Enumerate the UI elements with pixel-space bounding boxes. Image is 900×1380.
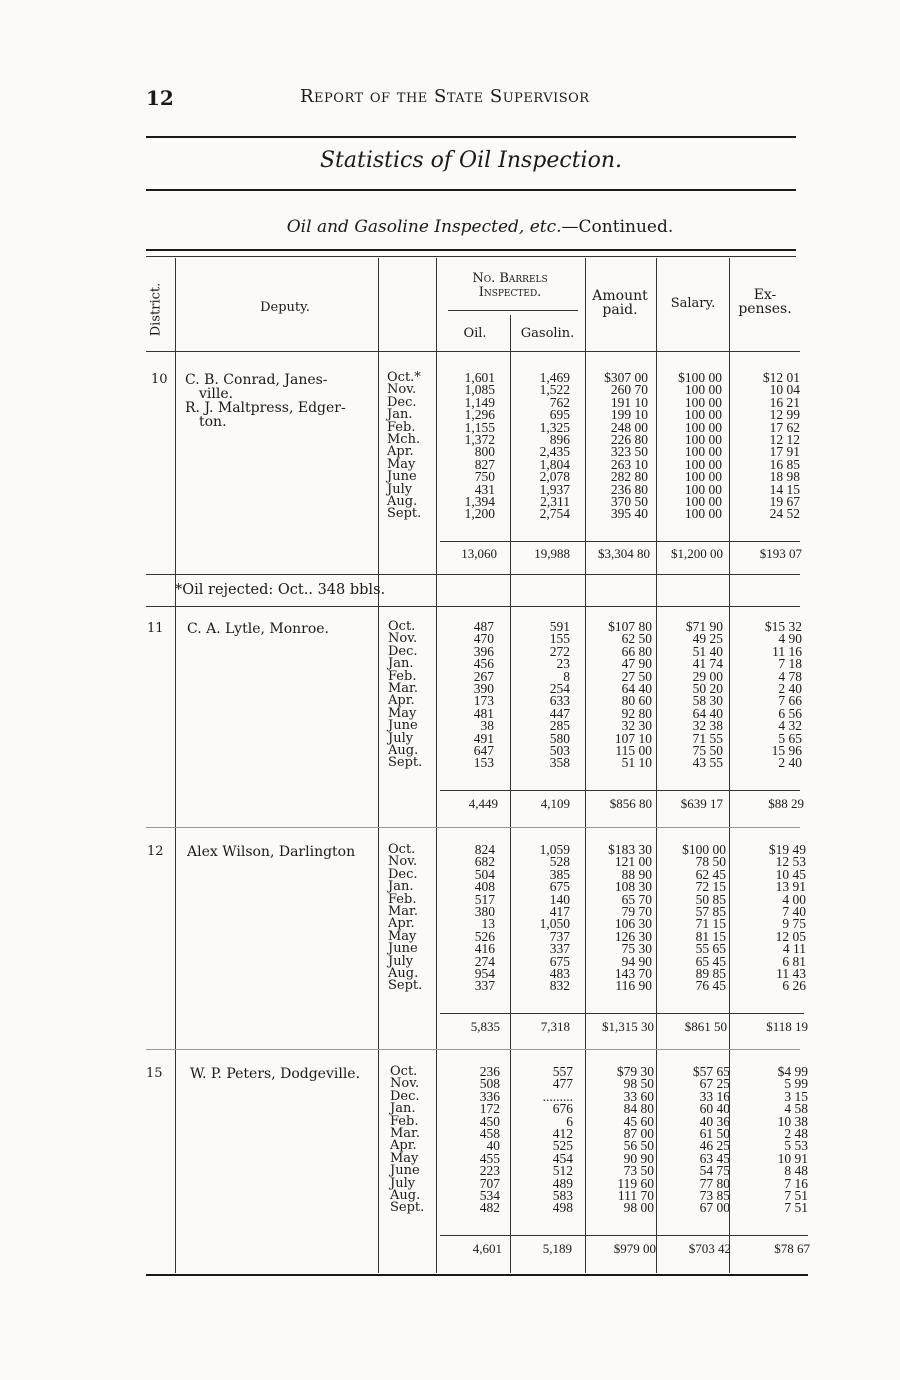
total-gasoline: 7,318: [540, 1019, 570, 1034]
month-column: Oct.* Nov. Dec. Jan. Feb. Mch. Apr. May June July Aug. Sept.: [387, 370, 422, 522]
amount-header: Amount paid.: [592, 288, 648, 318]
deputy-line: ville.: [199, 386, 234, 402]
total-oil: 4,601: [472, 1241, 502, 1256]
amount-column: $183 30 121 00 88 90 108 30 65 70 79 70 106 30 126 30 75 30 94 90 143 70 116 90: [608, 842, 652, 994]
deputy-name: [187, 845, 382, 859]
table-top-rule-2: [146, 256, 796, 257]
district-header: District.: [148, 282, 164, 337]
deputy-line: C. A. Lytle, Monroe.: [187, 621, 330, 637]
barrels-underline: [448, 310, 578, 311]
totals-rule: [440, 1013, 804, 1014]
table-top-rule: [146, 249, 796, 251]
salary-column: $71 90 49 25 51 40 41 74 29 00 50 20 58 30 64 40 32 38 71 55 75 50 43 55: [685, 619, 723, 771]
total-oil: 5,835: [470, 1019, 500, 1034]
expenses-column: $19 49 12 53 10 45 13 91 4 00 7 40 9 75 12 05 4 11 6 81 11 43 6 26: [768, 842, 806, 994]
expenses-header: Ex- penses.: [738, 287, 792, 317]
district-number: 12: [147, 844, 164, 859]
expenses-column: $4 99 5 99 3 15 4 58 10 38 2 48 5 53 10 91 8 48 7 16 7 51 7 51: [777, 1064, 808, 1216]
total-oil: 13,060: [461, 546, 497, 561]
amount-column: $79 30 98 50 33 60 84 80 45 60 87 00 56 50 90 90 73 50 119 60 111 70 98 00: [616, 1064, 654, 1216]
deputy-name: [187, 622, 377, 636]
month-column: Oct. Nov. Dec. Jan. Feb. Mar. Apr. May June July Aug. Sept.: [388, 842, 423, 994]
title-rule: [146, 189, 796, 191]
month-column: Oct. Nov. Dec. Jan. Feb. Mar. Apr. May June July Aug. Sept.: [390, 1064, 425, 1216]
footnote: *Oil rejected: Oct.. 348 bbls.: [175, 582, 386, 598]
total-expenses: $193 07: [759, 546, 802, 561]
deputy-name: [185, 373, 380, 429]
totals-rule: [440, 541, 800, 542]
month-column: Oct. Nov. Dec. Jan. Feb. Mar. Apr. May June July Aug. Sept.: [388, 619, 423, 771]
district-number: 11: [147, 621, 164, 636]
oil-column: 487 470 396 456 267 390 173 481 38 491 647 153: [473, 619, 494, 771]
col-rule-gasoline: [585, 258, 586, 1273]
deputy-line: R. J. Maltpress, Edger-: [185, 400, 346, 416]
deputy-line: Alex Wilson, Darlington: [187, 844, 356, 860]
deputy-line: C. B. Conrad, Janes-: [185, 372, 328, 388]
salary-column: $57 65 67 25 33 16 60 40 40 36 61 50 46 25 63 45 54 75 77 80 73 85 67 00: [692, 1064, 730, 1216]
col-rule-months: [436, 258, 437, 1273]
amount-column: $107 80 62 50 66 80 47 90 27 50 64 40 80 60 92 80 32 30 107 10 115 00 51 10: [608, 619, 652, 771]
gasoline-header: Gasolin.: [520, 326, 575, 341]
total-expenses: $78 67: [774, 1241, 810, 1256]
total-amount: $979 00: [613, 1241, 656, 1256]
gasoline-column: 1,059 528 385 675 140 417 1,050 737 337 675 483 832: [539, 842, 570, 994]
total-amount: $3,304 80: [598, 546, 650, 561]
total-amount: $856 80: [609, 796, 652, 811]
total-oil: 4,449: [468, 796, 498, 811]
subtitle-italic: Oil and Gasoline Inspected, etc.: [286, 217, 562, 237]
oil-column: 236 508 336 172 450 458 40 455 223 707 534 482: [479, 1064, 500, 1216]
total-expenses: $118 19: [766, 1019, 808, 1034]
header-bottom-rule: [146, 351, 800, 352]
section-rule-2: [146, 827, 800, 828]
section-rule-1: [146, 574, 800, 575]
col-rule-oil: [510, 315, 511, 1273]
district-number: 10: [151, 372, 168, 387]
total-gasoline: 4,109: [540, 796, 570, 811]
subtitle-plain: —Continued.: [561, 217, 674, 237]
oil-column: 824 682 504 408 517 380 13 526 416 274 954 337: [474, 842, 495, 994]
total-gasoline: 19,988: [534, 546, 570, 561]
col-rule-district: [175, 258, 176, 1273]
salary-column: $100 00 78 50 62 45 72 15 50 85 57 85 71 15 81 15 55 65 65 45 89 85 76 45: [682, 842, 726, 994]
deputy-header: Deputy.: [260, 300, 310, 315]
table-subtitle: [0, 217, 900, 237]
salary-header: Salary.: [670, 296, 716, 311]
section-rule-3: [146, 1049, 800, 1050]
col-rule-amount: [656, 258, 657, 1273]
totals-rule: [440, 1235, 808, 1236]
district-number: 15: [146, 1066, 163, 1081]
table-bottom-rule: [146, 1274, 808, 1276]
barrels-header: No. Barrels Inspected.: [472, 271, 548, 300]
page-title: Statistics of Oil Inspection.: [319, 148, 623, 173]
total-gasoline: 5,189: [542, 1241, 572, 1256]
gasoline-column: 591 155 272 23 8 254 633 447 285 580 503 358: [549, 619, 570, 771]
top-rule: [146, 136, 796, 138]
oil-column: 1,601 1,085 1,149 1,296 1,155 1,372 800 827 750 431 1,394 1,200: [464, 370, 495, 522]
total-expenses: $88 29: [768, 796, 804, 811]
total-salary: $703 42: [688, 1241, 731, 1256]
deputy-name: [190, 1067, 385, 1081]
total-salary: $861 50: [684, 1019, 727, 1034]
deputy-line: W. P. Peters, Dodgeville.: [190, 1066, 361, 1082]
page-number: 12: [146, 86, 174, 110]
salary-column: $100 00 100 00 100 00 100 00 100 00 100 00 100 00 100 00 100 00 100 00 100 00 100 00: [678, 370, 722, 522]
totals-rule: [440, 790, 800, 791]
gasoline-column: 557 477 ......... 676 6 412 525 454 512 489 583 498: [542, 1064, 573, 1216]
total-salary: $1,200 00: [671, 546, 723, 561]
expenses-column: $12 01 10 04 16 21 12 99 17 62 12 12 17 91 16 85 18 98 14 15 19 67 24 52: [762, 370, 800, 522]
total-amount: $1,315 30: [602, 1019, 654, 1034]
gasoline-column: 1,469 1,522 762 695 1,325 896 2,435 1,804 2,078 1,937 2,311 2,754: [539, 370, 570, 522]
oil-header: Oil.: [463, 326, 487, 341]
expenses-column: $15 32 4 90 11 16 7 18 4 78 2 40 7 66 6 56 4 32 5 65 15 96 2 40: [764, 619, 802, 771]
section-rule-1b: [146, 606, 800, 607]
deputy-line: ton.: [199, 414, 227, 430]
amount-column: $307 00 260 70 191 10 199 10 248 00 226 80 323 50 263 10 282 80 236 80 370 50 395 40: [604, 370, 648, 522]
total-salary: $639 17: [680, 796, 723, 811]
running-title: Report of the State Supervisor: [300, 86, 590, 107]
